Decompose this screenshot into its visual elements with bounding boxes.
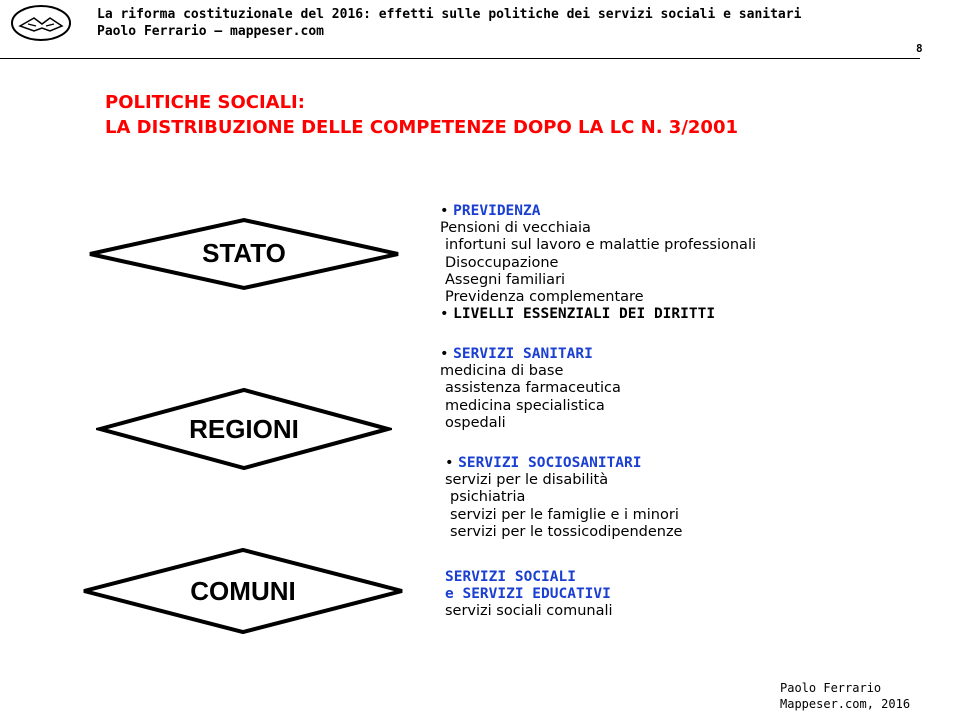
list-item — [440, 346, 621, 363]
list-item: infortuni sul lavoro e malattie professionali — [445, 237, 756, 254]
stato-competences — [440, 203, 756, 323]
diamond-comuni — [80, 546, 406, 636]
page-title — [105, 90, 738, 140]
page-title-line-2: LA DISTRIBUZIONE DELLE COMPETENZE DOPO LA LC N. 3/2001 — [105, 117, 739, 138]
header-line-1: La riforma costituzionale del 2016: effetti sulle politiche dei servizi sociali e sanitari — [97, 7, 802, 22]
list-item: Previdenza complementare — [445, 289, 644, 306]
level-label-comuni: COMUNI — [190, 576, 296, 606]
sociosanitari-competences — [445, 455, 682, 541]
header-title — [97, 6, 801, 40]
list-item: Pensioni di vecchiaia — [440, 220, 591, 237]
bullet-icon: • — [440, 306, 454, 323]
diamond-regioni — [96, 386, 392, 472]
list-item — [440, 306, 756, 323]
heading-servizi-sociali: SERVIZI SOCIALI — [445, 569, 576, 585]
mappeser-logo-icon — [10, 4, 72, 42]
bullet-icon: • — [445, 455, 459, 471]
heading-servizi-sociosanitari: SERVIZI SOCIOSANITARI — [458, 455, 642, 471]
footer-author: Paolo Ferrario — [780, 681, 882, 695]
footer-credits — [780, 680, 910, 712]
comuni-competences — [445, 569, 613, 621]
footer-site: Mappeser.com, 2016 — [780, 697, 911, 711]
list-item: ospedali — [445, 414, 506, 431]
list-item: assistenza farmaceutica — [445, 380, 621, 397]
list-item: servizi per le disabilità — [445, 472, 609, 489]
heading-previdenza: PREVIDENZA — [453, 203, 541, 219]
list-item: medicina di base — [440, 363, 564, 380]
header-line-2: Paolo Ferrario – mappeser.com — [97, 24, 324, 39]
list-item: medicina specialistica — [445, 397, 605, 414]
list-item: servizi per le famiglie e i minori — [450, 506, 679, 523]
page-title-line-1: POLITICHE SOCIALI: — [105, 92, 305, 113]
heading-livelli-essenziali: LIVELLI ESSENZIALI DEI DIRITTI — [453, 306, 716, 323]
bullet-icon: • — [440, 203, 454, 219]
heading-servizi-sanitari: SERVIZI SANITARI — [453, 346, 593, 362]
level-label-stato: STATO — [202, 238, 286, 268]
diamond-stato — [86, 216, 402, 292]
header-divider — [0, 58, 920, 59]
list-item — [445, 455, 682, 472]
list-item: psichiatria — [450, 489, 526, 506]
bullet-icon: • — [440, 346, 454, 362]
list-item: servizi per le tossicodipendenze — [450, 523, 683, 540]
list-item: Assegni familiari — [445, 271, 566, 288]
level-label-regioni: REGIONI — [189, 414, 299, 444]
list-item: Disoccupazione — [445, 254, 559, 271]
list-item: servizi sociali comunali — [445, 603, 613, 620]
page-number: 8 — [916, 42, 923, 55]
list-item — [440, 203, 756, 220]
sanitari-competences — [440, 346, 621, 432]
heading-servizi-educativi: e SERVIZI EDUCATIVI — [445, 586, 611, 603]
